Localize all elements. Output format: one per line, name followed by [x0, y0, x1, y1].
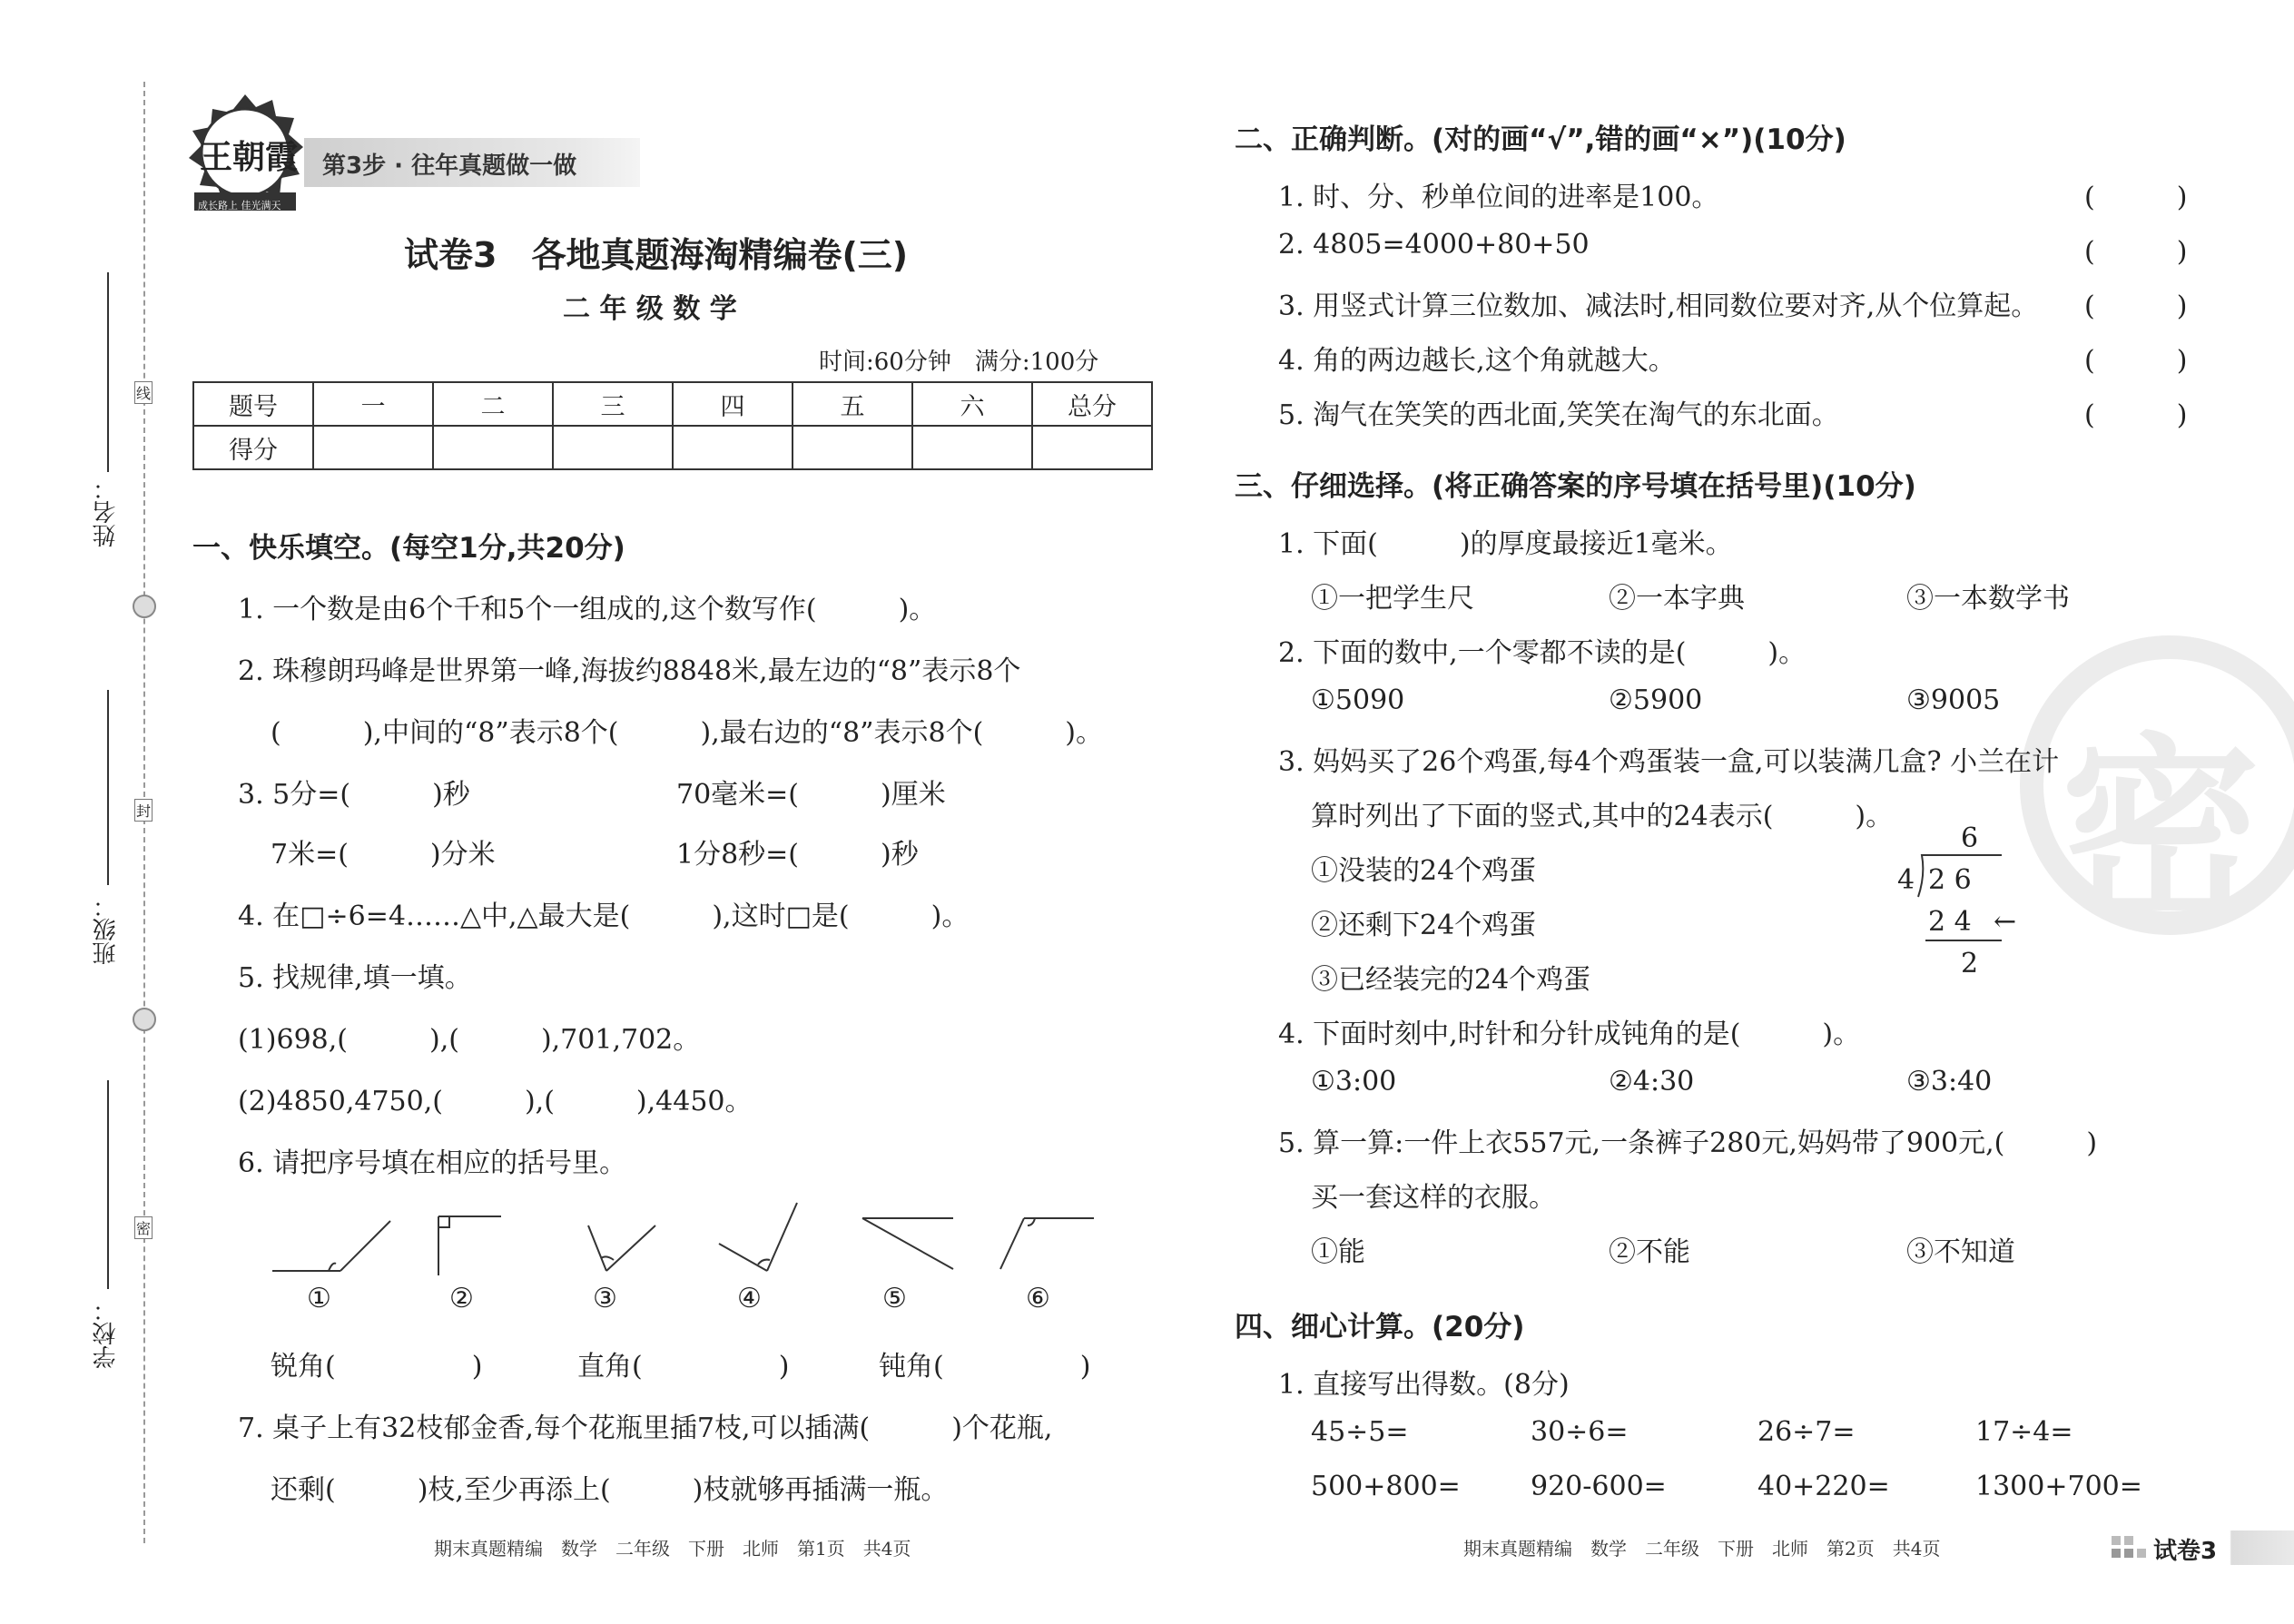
binding-hole-icon	[133, 595, 156, 618]
s3-q5-option-3: ③不知道	[1906, 1236, 2015, 1268]
page-tag-dots-icon	[2112, 1534, 2146, 1561]
table-header-cell: 二	[433, 382, 553, 426]
s3-question-3a: 3. 妈妈买了26个鸡蛋,每4个鸡蛋装一盒,可以装满几盒? 小兰在计	[1278, 746, 2060, 778]
angle-label-3: ③	[593, 1283, 617, 1314]
seal-seal-mark: 封	[134, 799, 153, 822]
s1-question-1: 1. 一个数是由6个千和5个一组成的,这个数写作( )。	[238, 594, 937, 625]
s3-q4-option-3: ③3:40	[1906, 1066, 1993, 1097]
name-underline	[107, 272, 109, 472]
angle-3-figure	[588, 1225, 655, 1271]
s3-question-1: 1. 下面( )的厚度最接近1毫米。	[1278, 528, 1733, 560]
score-cell[interactable]	[433, 426, 553, 469]
angle-label-4: ④	[737, 1283, 762, 1314]
s1-question-2a: 2. 珠穆朗玛峰是世界第一峰,海拔约8848米,最左边的“8”表示8个	[238, 655, 1021, 687]
page-subtitle: 二 年 级 数 学	[563, 293, 737, 325]
table-row-label: 得分	[193, 426, 313, 469]
s3-q3-option-1: ①没装的24个鸡蛋	[1311, 855, 1537, 887]
s1-question-7b: 还剩( )枝,至少再添上( )枝就够再插满一瓶。	[271, 1474, 949, 1506]
s2-item-4: 4. 角的两边越长,这个角就越大。	[1278, 345, 1676, 377]
s3-question-3b: 算时列出了下面的竖式,其中的24表示( )。	[1311, 801, 1894, 832]
section1-title: 一、快乐填空。(每空1分,共20分)	[192, 532, 625, 565]
s3-q2-option-2: ②5900	[1609, 684, 1703, 716]
name-label: 姓名：	[93, 477, 120, 547]
s2-item-1: 1. 时、分、秒单位间的进率是100。	[1278, 182, 1719, 213]
seal-secret-mark: 密	[134, 1216, 153, 1239]
score-cell[interactable]	[313, 426, 433, 469]
s1-question-3a1: 3. 5分=( )秒	[238, 779, 470, 811]
calc-item: 45÷5=	[1311, 1416, 1409, 1448]
angle-2-figure	[438, 1216, 501, 1275]
score-table-header-row	[193, 382, 1152, 426]
division-quotient: 6	[1961, 822, 1979, 854]
score-cell[interactable]	[1032, 426, 1152, 469]
s1-question-7a: 7. 桌子上有32枝郁金香,每个花瓶里插7枝,可以插满( )个花瓶,	[238, 1412, 1053, 1444]
step-label: 第3步 · 往年真题做一做	[322, 153, 577, 180]
s3-q3-option-2: ②还剩下24个鸡蛋	[1311, 910, 1537, 941]
answer-paren[interactable]: ( )	[2084, 236, 2188, 268]
angle-5-figure	[862, 1218, 953, 1269]
s3-q1-option-2: ②一本字典	[1609, 583, 1745, 615]
division-arrow-icon: ←	[1994, 906, 2017, 938]
angle-label-2: ②	[449, 1283, 474, 1314]
calc-item: 500+800=	[1311, 1471, 1461, 1502]
s3-q2-option-3: ③9005	[1906, 684, 2001, 716]
section2-title: 二、正确判断。(对的画“√”,错的画“×”)(10分)	[1235, 123, 1846, 156]
score-cell[interactable]	[673, 426, 793, 469]
table-header-cell: 三	[553, 382, 673, 426]
s1-question-3b2: 1分8秒=( )秒	[676, 839, 919, 871]
s1-question-4: 4. 在□÷6=4……△中,△最大是( ),这时□是( )。	[238, 901, 970, 932]
s1-question-5-1: (1)698,( ),( ),701,702。	[238, 1024, 701, 1056]
table-header-cell: 一	[313, 382, 433, 426]
s3-q4-option-1: ①3:00	[1311, 1066, 1397, 1097]
logo-text: 王朝霞	[200, 138, 299, 176]
s3-q5-option-2: ②不能	[1609, 1236, 1690, 1268]
calc-item: 26÷7=	[1757, 1416, 1856, 1448]
angle-6-figure	[1000, 1218, 1094, 1269]
division-divisor: 4	[1897, 864, 1915, 896]
table-header-cell: 总分	[1032, 382, 1152, 426]
calc-item: 30÷6=	[1531, 1416, 1629, 1448]
logo-slogan: 成长路上 佳光满天	[198, 200, 281, 212]
class-underline	[107, 690, 109, 885]
angle-4-figure	[719, 1203, 797, 1271]
score-table	[192, 381, 1153, 470]
division-dividend: 2 6	[1928, 864, 1972, 896]
s3-q4-option-2: ②4:30	[1609, 1066, 1695, 1097]
section3-title: 三、仔细选择。(将正确答案的序号填在括号里)(10分)	[1235, 470, 1916, 503]
s1-question-2b: ( ),中间的“8”表示8个( ),最右边的“8”表示8个( )。	[271, 717, 1103, 749]
s3-question-4: 4. 下面时刻中,时针和分针成钝角的是( )。	[1278, 1019, 1861, 1050]
page-title: 试卷3 各地真题海淘精编卷(三)	[404, 235, 909, 275]
obtuse-angle-answer: 钝角( )	[879, 1351, 1091, 1383]
s2-item-5: 5. 淘气在笑笑的西北面,笑笑在淘气的东北面。	[1278, 399, 1839, 431]
seal-line-mark: 线	[134, 381, 153, 404]
angle-label-1: ①	[307, 1283, 331, 1314]
calc-item: 40+220=	[1757, 1471, 1890, 1502]
calc-item: 1300+700=	[1975, 1471, 2142, 1502]
page-tag: 试卷3	[2153, 1538, 2218, 1565]
s1-question-6: 6. 请把序号填在相应的括号里。	[238, 1147, 627, 1179]
calc-item: 17÷4=	[1975, 1416, 2073, 1448]
s3-q2-option-1: ①5090	[1311, 684, 1405, 716]
score-cell[interactable]	[912, 426, 1032, 469]
division-product: 2 4	[1928, 906, 1972, 938]
time-info: 时间:60分钟 满分:100分	[819, 349, 1099, 376]
angle-label-5: ⑤	[882, 1283, 907, 1314]
s3-q1-option-1: ①一把学生尺	[1311, 583, 1474, 615]
angle-1-figure	[272, 1221, 390, 1271]
table-header-cell: 六	[912, 382, 1032, 426]
footer-left: 期末真题精编 数学 二年级 下册 北师 第1页 共4页	[434, 1538, 911, 1560]
s1-question-5: 5. 找规律,填一填。	[238, 962, 472, 994]
binding-hole-icon	[133, 1008, 156, 1031]
score-table-row	[193, 426, 1152, 469]
s3-question-5a: 5. 算一算:一件上衣557元,一条裤子280元,妈妈带了900元,( )	[1278, 1127, 2098, 1159]
s3-q1-option-3: ③一本数学书	[1906, 583, 2070, 615]
watermark-glyph: 密	[2061, 716, 2261, 949]
s2-item-2: 2. 4805=4000+80+50	[1278, 229, 1590, 261]
angle-label-6: ⑥	[1026, 1283, 1050, 1314]
s3-question-5b: 买一套这样的衣服。	[1311, 1182, 1556, 1214]
acute-angle-answer: 锐角( )	[271, 1351, 483, 1383]
answer-paren[interactable]: ( )	[2084, 182, 2188, 213]
s1-question-3a2: 70毫米=( )厘米	[676, 779, 946, 811]
footer-right: 期末真题精编 数学 二年级 下册 北师 第2页 共4页	[1463, 1538, 1941, 1560]
school-label: 学校：	[93, 1298, 120, 1369]
answer-paren[interactable]: ( )	[2084, 290, 2188, 322]
answer-paren[interactable]: ( )	[2084, 345, 2188, 377]
s3-q5-option-1: ①能	[1311, 1236, 1365, 1268]
s3-question-2: 2. 下面的数中,一个零都不读的是( )。	[1278, 637, 1807, 669]
section4-title: 四、细心计算。(20分)	[1235, 1311, 1525, 1343]
s3-q3-option-3: ③已经装完的24个鸡蛋	[1311, 964, 1591, 996]
score-cell[interactable]	[553, 426, 673, 469]
calc-item: 920-600=	[1531, 1471, 1667, 1502]
score-cell[interactable]	[793, 426, 912, 469]
angle-figures	[263, 1198, 1126, 1307]
s4-question-1: 1. 直接写出得数。(8分)	[1278, 1369, 1570, 1401]
class-label: 班级：	[93, 894, 120, 965]
answer-paren[interactable]: ( )	[2084, 399, 2188, 431]
table-header-cell: 五	[793, 382, 912, 426]
right-angle-answer: 直角( )	[577, 1351, 790, 1383]
s1-question-5-2: (2)4850,4750,( ),( ),4450。	[238, 1086, 753, 1117]
table-header-cell: 四	[673, 382, 793, 426]
school-underline	[107, 1080, 109, 1289]
s1-question-3b1: 7米=( )分米	[271, 839, 496, 871]
division-remainder: 2	[1961, 948, 1979, 979]
s2-item-3: 3. 用竖式计算三位数加、减法时,相同数位要对齐,从个位算起。	[1278, 290, 2039, 322]
table-header-cell: 题号	[193, 382, 313, 426]
